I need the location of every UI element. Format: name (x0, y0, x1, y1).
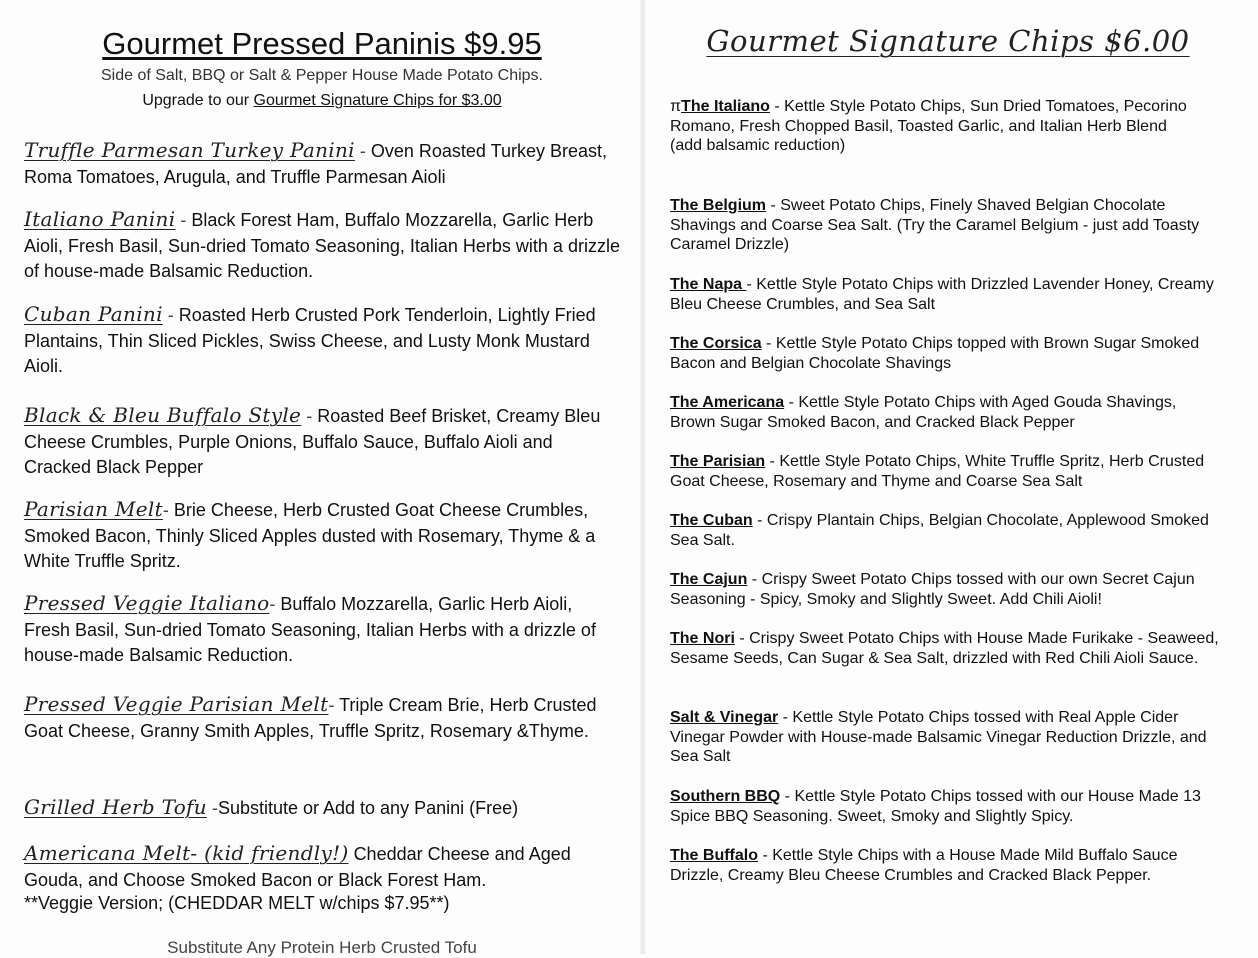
chip-item-italiano (670, 97, 1226, 156)
chip-description: - Kettle Style Potato Chips, Sun Dried Tomatoes, Pecorino Romano, Fresh Chopped Basil, Toasted Garlic, and Italian Herb Blend (670, 98, 1187, 135)
chip-description: - Sweet Potato Chips, Finely Shaved Belgian Chocolate Shavings and Coarse Sea Salt. (Try the Caramel Belgium - just add Toasty Caramel Drizzle) (670, 197, 1200, 253)
chip-prefix: π (670, 98, 682, 115)
panini-description: Cheddar Cheese and Aged Gouda, and Choose Smoked Bacon or Black Forest Ham. (24, 844, 571, 890)
page-fold (640, 0, 646, 954)
panini-description: Buffalo Mozzarella, Garlic Herb Aioli, Fresh Basil, Sun-dried Tomato Seasoning, Italian Herbs with a drizzle of house-made Balsamic Reduction. (24, 594, 596, 665)
upgrade-prefix: Upgrade to our (142, 92, 254, 109)
panini-sep: - (328, 695, 340, 715)
panini-name: Black & Bleu Buffalo Style (24, 403, 302, 427)
panini-name: Pressed Veggie Parisian Melt (24, 692, 329, 716)
panini-name: Grilled Herb Tofu (24, 795, 207, 819)
panini-item-veggie-parisian (24, 692, 622, 744)
panini-name: Parisian Melt (24, 497, 163, 521)
chip-description: - Kettle Style Potato Chips tossed with Real Apple Cider Vinegar Powder with House-made Balsamic Vinegar Reduction Drizzle, and Sea Salt (670, 709, 1207, 765)
paninis-side-note: Side of Salt, BBQ or Salt & Pepper House Made Potato Chips. (100, 67, 543, 84)
panini-description: Roasted Beef Brisket, Creamy Bleu Cheese Crumbles, Purple Onions, Buffalo Sauce, Buffalo Aioli and Cracked Black Pepper (24, 406, 601, 477)
chip-item-southern-bbq (670, 787, 1226, 826)
chip-description: - Kettle Style Potato Chips with Drizzled Lavender Honey, Creamy Bleu Cheese Crumbles, and Sea Salt (670, 276, 1214, 313)
panini-description: Brie Cheese, Herb Crusted Goat Cheese Crumbles, Smoked Bacon, Thinly Sliced Apples dusted with Rosemary, Thyme & a White Truffle Spritz. (24, 500, 596, 571)
chips-section (668, 0, 1228, 954)
chip-name: The Italiano (681, 98, 770, 115)
paninis-upgrade-note (22, 92, 622, 110)
panini-sep: - (301, 406, 318, 426)
upgrade-chips-link: Gourmet Signature Chips for $3.00 (253, 92, 502, 109)
paninis-title: Gourmet Pressed Paninis $9.95 (102, 26, 542, 61)
chip-name: The Cajun (670, 571, 748, 588)
panini-description: Black Forest Ham, Buffalo Mozzarella, Garlic Herb Aioli, Fresh Basil, Sun-dried Tomato Seasoning, Italian Herbs with a drizzle of house-made Balsamic Reduction. (24, 210, 620, 281)
panini-veggie-note: **Veggie Version; (CHEDDAR MELT w/chips $7.95**) (24, 893, 450, 913)
panini-name: Truffle Parmesan Turkey Panini (24, 138, 355, 162)
chip-description: - Crispy Sweet Potato Chips tossed with our own Secret Cajun Seasoning - Spicy, Smoky and Slightly Sweet. Add Chili Aioli! (670, 571, 1195, 608)
chip-item-nori (670, 629, 1226, 668)
chip-extra-note: (add balsamic reduction) (670, 137, 846, 154)
chip-name: The Cuban (670, 512, 753, 529)
chip-name: Salt & Vinegar (670, 709, 779, 726)
chip-item-cajun (670, 570, 1226, 609)
panini-sep: - (162, 305, 179, 325)
chip-item-americana (670, 393, 1226, 432)
chip-description: - Crispy Sweet Potato Chips with House Made Furikake - Seaweed, Sesame Seeds, Can Sugar & Sea Salt, drizzled with Red Chili Aioli Sauce. (670, 630, 1219, 667)
panini-item-cuban (24, 302, 622, 380)
paninis-footer-note: Substitute Any Protein Herb Crusted Tofu (167, 938, 477, 957)
panini-description: Roasted Herb Crusted Pork Tenderloin, Lightly Fried Plantains, Thin Sliced Pickles, Swiss Cheese, and Lusty Monk Mustard Aioli. (24, 305, 596, 376)
chip-name: The Parisian (670, 453, 766, 470)
chip-item-parisian (670, 452, 1226, 491)
chips-title: Gourmet Signature Chips $6.00 (706, 24, 1190, 58)
panini-name: Pressed Veggie Italiano (24, 591, 270, 615)
panini-sep: - (206, 798, 218, 818)
panini-description: Oven Roasted Turkey Breast, Roma Tomatoes, Arugula, and Truffle Parmesan Aioli (24, 141, 607, 187)
chip-name: The Napa (670, 276, 747, 293)
panini-sep: - (175, 210, 192, 230)
chip-description: - Kettle Style Potato Chips topped with Brown Sugar Smoked Bacon and Belgian Chocolate Shavings (670, 335, 1200, 372)
panini-name: Americana Melt- (kid friendly!) (24, 841, 349, 865)
chip-item-napa (670, 275, 1226, 314)
chip-name: The Corsica (670, 335, 762, 352)
chip-item-cuban (670, 511, 1226, 550)
chip-description: - Kettle Style Potato Chips with Aged Gouda Shavings, Brown Sugar Smoked Bacon, and Cracked Black Pepper (670, 394, 1177, 431)
panini-item-black-bleu (24, 403, 622, 481)
panini-item-veggie-italiano (24, 591, 622, 669)
panini-item-americana-melt (24, 841, 622, 914)
chip-item-corsica (670, 334, 1226, 373)
panini-item-truffle-turkey (24, 138, 622, 190)
chip-item-salt-vinegar (670, 708, 1226, 767)
chip-description: - Crispy Plantain Chips, Belgian Chocolate, Applewood Smoked Sea Salt. (670, 512, 1209, 549)
panini-sep: - (269, 594, 281, 614)
chip-name: The Buffalo (670, 847, 758, 864)
chip-name: The Americana (670, 394, 785, 411)
chip-item-buffalo (670, 846, 1226, 885)
chip-description: - Kettle Style Potato Chips, White Truffle Spritz, Herb Crusted Goat Cheese, Rosemary and Thyme and Coarse Sea Salt (670, 453, 1205, 490)
panini-item-parisian-melt (24, 497, 622, 575)
paninis-section (22, 0, 622, 957)
panini-name: Cuban Panini (24, 302, 163, 326)
chip-name: The Belgium (670, 197, 767, 214)
panini-name: Italiano Panini (24, 207, 176, 231)
chip-name: Southern BBQ (670, 788, 781, 805)
panini-item-italiano (24, 207, 622, 285)
panini-item-herb-tofu (24, 795, 622, 822)
panini-description: Triple Cream Brie, Herb Crusted Goat Cheese, Granny Smith Apples, Truffle Spritz, Rosemary &Thyme. (24, 695, 597, 741)
chip-description: - Kettle Style Potato Chips tossed with our House Made 13 Spice BBQ Seasoning. Sweet, Smoky and Slightly Spicy. (670, 788, 1201, 825)
panini-sep: - (354, 141, 371, 161)
chip-description: - Kettle Style Chips with a House Made Mild Buffalo Sauce Drizzle, Creamy Bleu Cheese Crumbles and Cracked Black Pepper. (670, 847, 1178, 884)
chip-item-belgium (670, 196, 1226, 255)
chip-name: The Nori (670, 630, 735, 647)
panini-description: Substitute or Add to any Panini (Free) (217, 798, 519, 818)
panini-sep: - (162, 500, 174, 520)
